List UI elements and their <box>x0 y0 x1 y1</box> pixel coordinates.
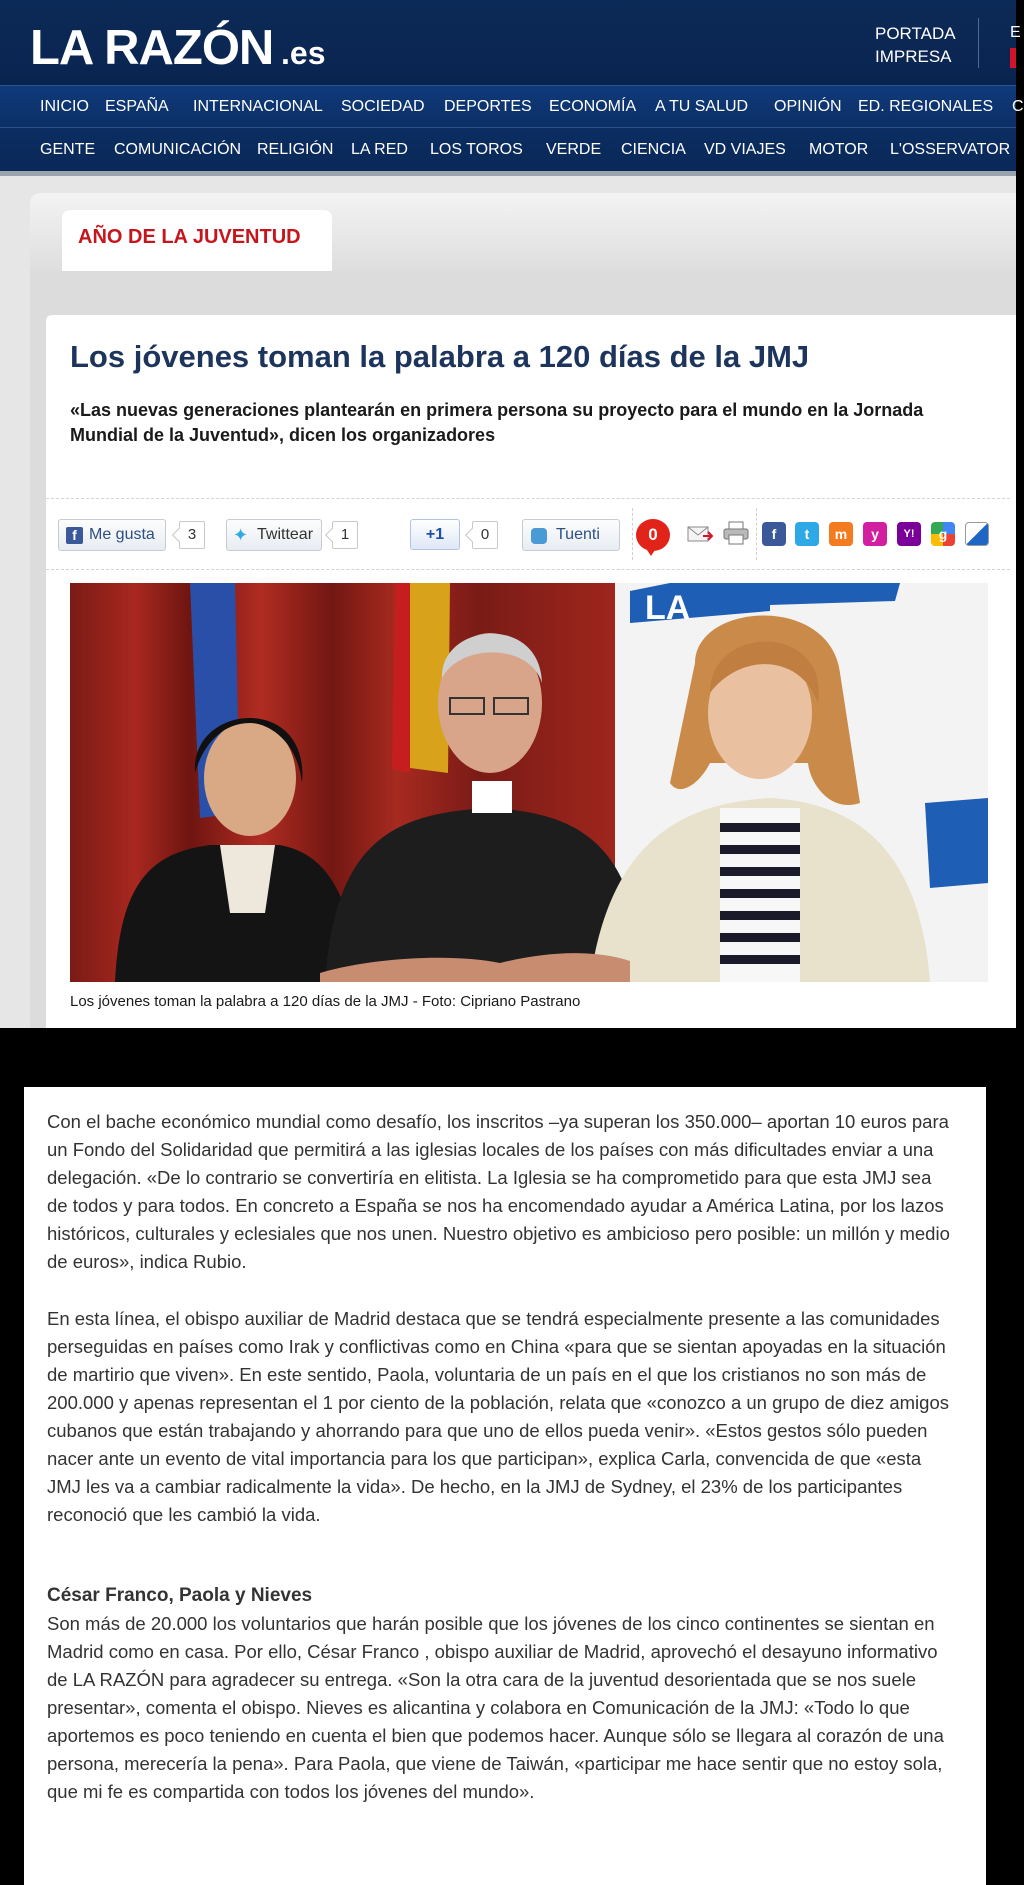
share-divider <box>632 508 633 560</box>
facebook-like-label: Me gusta <box>89 526 155 543</box>
nav-item-espana[interactable]: ESPAÑA <box>105 98 169 115</box>
nav-item-gente[interactable]: GENTE <box>40 141 96 158</box>
article-paragraph-1: Con el bache económico mundial como desafío, los inscritos –ya superan los 350.000– aportan 10 euros para un Fondo del Solidaridad que permitirá a las iglesias locales de los países con más dificultades enviar a una delegación. «De lo contrario se convertiría en elitista. La Iglesia se ha comprometido para que esta JMJ sea de todos y para todos. En concreto a España se nos ha encomendado ayudar a América Latina, por los lazos históricos, culturales y eclesiales que nos unen. Nuestro objetivo es ambicioso pero posible: un millón y medio de euros», indica Rubio. <box>47 1111 950 1272</box>
nav-item-vd-viajes[interactable]: VD VIAJES <box>704 141 786 158</box>
photo-caption: Los jóvenes toman la palabra a 120 días de la JMJ - Foto: Cipriano Pastrano <box>70 993 581 1010</box>
nav-item-overflow[interactable]: C <box>1012 98 1024 115</box>
yahoo-icon[interactable]: Y! <box>897 522 921 546</box>
facebook-icon: f <box>66 527 83 544</box>
nav-item-losservatore[interactable]: L'OSSERVATOR <box>890 141 1011 158</box>
email-icon[interactable] <box>687 524 713 544</box>
tuenti-label: Tuenti <box>556 526 600 543</box>
header-edge-link[interactable]: E <box>1010 24 1021 41</box>
meneame-icon[interactable]: m <box>829 522 853 546</box>
header-edge-marker <box>1010 48 1016 68</box>
google-bookmarks-icon[interactable]: g <box>931 522 955 546</box>
nav-item-sociedad[interactable]: SOCIEDAD <box>341 98 425 115</box>
nav-item-inicio[interactable]: INICIO <box>40 98 89 115</box>
nav-item-internacional[interactable]: INTERNACIONAL <box>193 98 323 115</box>
nav-item-ed-regionales[interactable]: ED. REGIONALES <box>858 98 994 115</box>
section-tab[interactable] <box>62 210 332 271</box>
google-plus-one-button[interactable]: +1 <box>410 519 460 550</box>
article-subtitle: «Las nuevas generaciones plantearán en primera persona su proyecto para el mundo en la Jornada Mundial de la Juventud», dicen los organizadores <box>70 400 924 445</box>
facebook-share-icon[interactable]: f <box>762 522 786 546</box>
facebook-like-button[interactable] <box>58 519 166 551</box>
facebook-count: 3 <box>179 521 205 549</box>
header-divider <box>978 18 979 68</box>
site-header <box>0 0 1021 85</box>
tuenti-icon <box>531 528 547 544</box>
secondary-nav <box>0 127 1016 171</box>
nav-item-economia[interactable]: ECONOMÍA <box>549 98 637 115</box>
article-subhead: César Franco, Paola y Nieves <box>47 1585 313 1606</box>
portada-impresa-link[interactable]: PORTADA IMPRESA <box>875 24 956 66</box>
nav-item-religion[interactable]: RELIGIÓN <box>257 141 334 158</box>
twitter-share-icon[interactable]: t <box>795 522 819 546</box>
delicious-icon[interactable] <box>965 522 989 546</box>
article-paragraph-3: Son más de 20.000 los voluntarios que harán posible que los jóvenes de los cinco continentes se sientan en Madrid como en casa. Por ello, César Franco , obispo auxiliar de Madrid, aprovechó el desayuno informativo de LA RAZÓN para agradecer su entrega. «Son la otra cara de la juventud desorientada que se nos suele presentar», comenta el obispo. Nieves es alicantina y colabora en Comunicación de la JMJ: «Todo lo que aportemos es poco teniendo en cuenta el bien que podemos hacer. Aunque sólo se llegara al corazón de una persona, merecería la pena». Para Paola, que viene de Taiwán, «participar me hace sentir que no estoy sola, que mi fe es compartida con todos los jóvenes del mundo». <box>47 1613 944 1802</box>
svg-text:LA: LA <box>645 589 691 627</box>
nav-item-ciencia[interactable]: CIENCIA <box>621 141 686 158</box>
nav-item-los-toros[interactable]: LOS TOROS <box>430 141 523 158</box>
twitter-bird-icon: ✦ <box>233 525 249 545</box>
comments-count-icon[interactable]: 0 <box>636 519 670 551</box>
tweet-label: Twittear <box>257 526 314 543</box>
section-tab-label: AÑO DE LA JUVENTUD <box>78 226 301 248</box>
twitter-count: 1 <box>332 521 358 549</box>
article-photo <box>70 583 988 982</box>
main-nav <box>0 85 1024 127</box>
site-logo[interactable]: LA RAZÓN <box>30 21 274 75</box>
site-logo-suffix[interactable]: .es <box>281 35 326 71</box>
nav-item-comunicacion[interactable]: COMUNICACIÓN <box>114 141 242 158</box>
plus-one-count: 0 <box>472 521 498 549</box>
tweet-button[interactable] <box>226 519 322 551</box>
nav-item-opinion[interactable]: OPINIÓN <box>774 98 842 115</box>
nav-item-deportes[interactable]: DEPORTES <box>444 98 532 115</box>
article-paragraph-2: En esta línea, el obispo auxiliar de Madrid destaca que se tendrá especialmente presente a las comunidades perseguidas en países como Irak y conflictivas como en China «para que se sientan apoyadas en la situación de martirio que viven». En este sentido, Paola, voluntaria de un país en el que los cristianos no son más de 200.000 y apenas representan el 1 por ciento de la población, relata que «conozco a un grupo de diez amigos cubanos que están trabajando y ahorrando para que uno de ellos pueda venir». «Estos gestos sólo pueden nacer ante un evento de vital importancia para los que participan», explica Carla, convencida de que «esta JMJ les va a cambiar radicalmente la vida». De hecho, en la JMJ de Sydney, el 23% de los participantes reconoció que les cambió la vida. <box>47 1308 949 1525</box>
tuenti-button[interactable] <box>522 519 620 551</box>
nav-item-la-red[interactable]: LA RED <box>351 141 408 158</box>
nav-item-a-tu-salud[interactable]: A TU SALUD <box>655 98 749 115</box>
share-divider <box>756 508 757 560</box>
nav-item-motor[interactable]: MOTOR <box>809 141 869 158</box>
yahoo-buzz-icon[interactable]: y <box>863 522 887 546</box>
print-icon[interactable] <box>722 520 750 546</box>
nav-item-verde[interactable]: VERDE <box>546 141 602 158</box>
article-title: Los jóvenes toman la palabra a 120 días de la JMJ <box>70 339 810 374</box>
